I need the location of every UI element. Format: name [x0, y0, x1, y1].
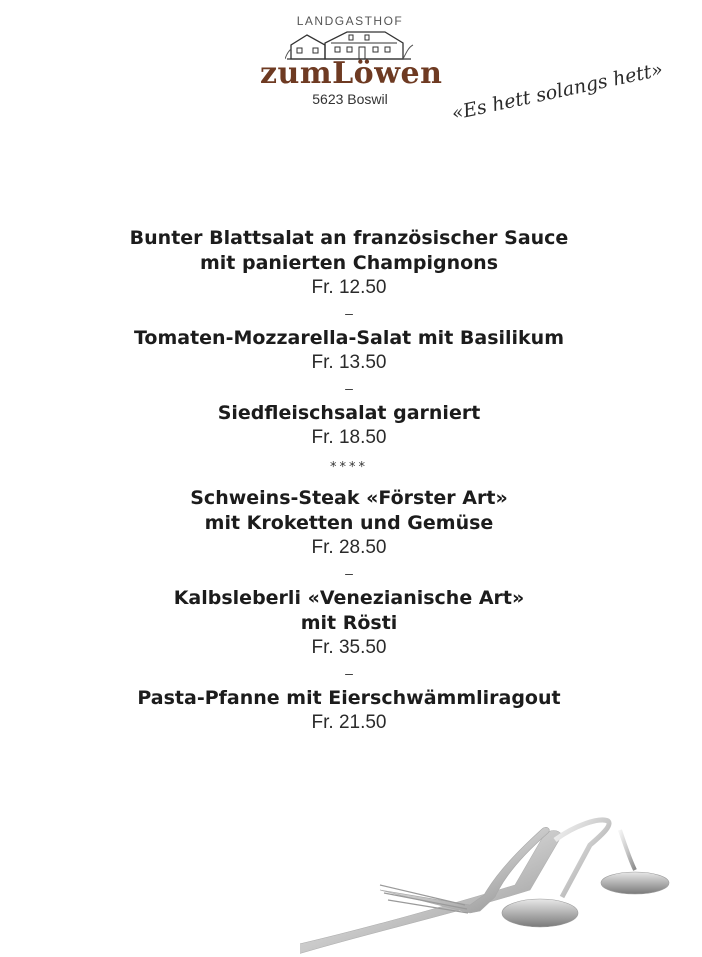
menu-item: [60, 326, 638, 375]
dish-description: mit Rösti: [300, 612, 398, 634]
logo-subtitle: LANDGASTHOF: [296, 14, 404, 28]
separator-dash: –: [345, 380, 353, 396]
separator-dash: –: [345, 565, 353, 581]
restaurant-logo: [260, 12, 443, 122]
dish-name: Schweins-Steak «Förster Art»: [190, 487, 508, 509]
menu-item: [60, 401, 638, 450]
menu-item: [60, 226, 638, 300]
dish-price: Fr. 28.50: [311, 537, 387, 558]
dish-price: Fr. 18.50: [311, 427, 387, 448]
restaurant-address: 5623 Boswil: [312, 91, 388, 107]
menu-item: [60, 486, 638, 560]
dish-price: Fr. 35.50: [311, 637, 387, 658]
restaurant-name: zumLöwen: [260, 56, 443, 91]
menu-list: [60, 226, 638, 735]
dish-price: Fr. 13.50: [311, 352, 387, 373]
slogan: «Es hett solangs hett»: [449, 58, 665, 125]
dish-name: Siedfleischsalat garniert: [217, 402, 481, 424]
menu-item: [60, 586, 638, 660]
cutlery-icon: [300, 805, 680, 955]
dish-price: Fr. 12.50: [311, 277, 387, 298]
dish-name: Kalbsleberli «Venezianische Art»: [173, 587, 525, 609]
menu-item: [60, 686, 638, 735]
dish-name: Pasta-Pfanne mit Eierschwämmliragout: [137, 687, 561, 709]
separator-dash: –: [345, 305, 353, 321]
dish-description: mit Kroketten und Gemüse: [204, 512, 494, 534]
dish-description: mit panierten Champignons: [199, 252, 499, 274]
separator-dash: –: [345, 665, 353, 681]
dish-price: Fr. 21.50: [311, 712, 387, 733]
dish-name: Tomaten-Mozzarella-Salat mit Basilikum: [133, 327, 565, 349]
course-separator: ****: [330, 460, 368, 475]
dish-name: Bunter Blattsalat an französischer Sauce: [129, 227, 569, 249]
